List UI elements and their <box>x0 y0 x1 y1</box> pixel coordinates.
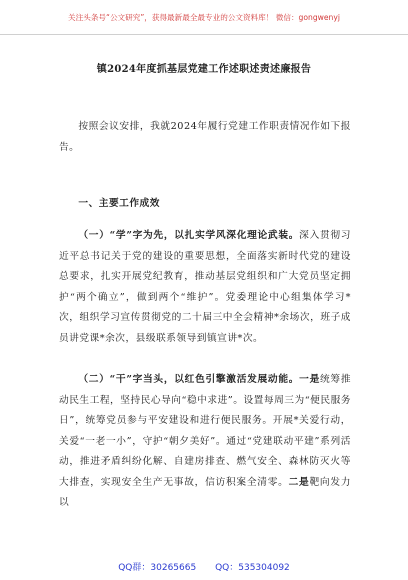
paragraph-action-tail: 靶向发力以 <box>59 476 351 508</box>
paragraph-action-point-one: 一是 <box>299 374 320 385</box>
intro-paragraph <box>59 117 351 158</box>
paragraph-study-body: 深入贯彻习近平总书记关于党的建设的重要思想，全面落实新时代党的建设总要求，扎实开展党纪教育，推动基层党组织和广大党员坚定拥护“两个确立”，做到两个“维护”。党委理论中心组集体学习*次，组织学习宣传贯彻党的二十届三中全会精神*余场次，班子成员讲党课*余次，县级联系领导到镇宣讲*次。 <box>59 230 351 344</box>
paragraph-action-body: 统筹推动民生工程，坚持民心导向“稳中求进”。设置每周三为“便民服务日”，统筹党员参与平安建设和进行便民服务。开展*关爱行动，关爱“一老一小”，守护“朝夕美好”。通过“党建联动平建”系列活动，推进矛盾纠纷化解、自建房排查、燃气安全、森林防灭火等大排查，实现安全生产无事故，信访积案全清零。 <box>59 374 352 488</box>
paragraph-study-lead: （一）“学”字为先，以扎实学风深化理论武装。 <box>78 230 300 241</box>
paragraph-action-lead: （二）“干”字当头，以红色引擎激活发展动能。 <box>78 374 300 385</box>
document-title: 镇2024年度抓基层党建工作述职述责述廉报告 <box>96 64 312 75</box>
footer-qq: QQ：535304092 <box>215 563 290 573</box>
section-heading <box>59 194 351 215</box>
intro-text: 按照会议安排，我就2024年履行党建工作职责情况作如下报告。 <box>59 121 351 153</box>
paragraph-action <box>59 370 351 514</box>
section-heading-text: 一、主要工作成效 <box>78 198 160 209</box>
paragraph-action-point-two: 二是 <box>288 476 310 488</box>
footer-contacts <box>0 560 408 573</box>
footer-qq-group: QQ群：30265665 <box>118 563 197 573</box>
paragraph-study <box>59 226 351 349</box>
header-banner: 关注头条号“公文研究”，获得最新最全最专业的公文资料库！ 微信：gongwenyj <box>0 0 408 35</box>
